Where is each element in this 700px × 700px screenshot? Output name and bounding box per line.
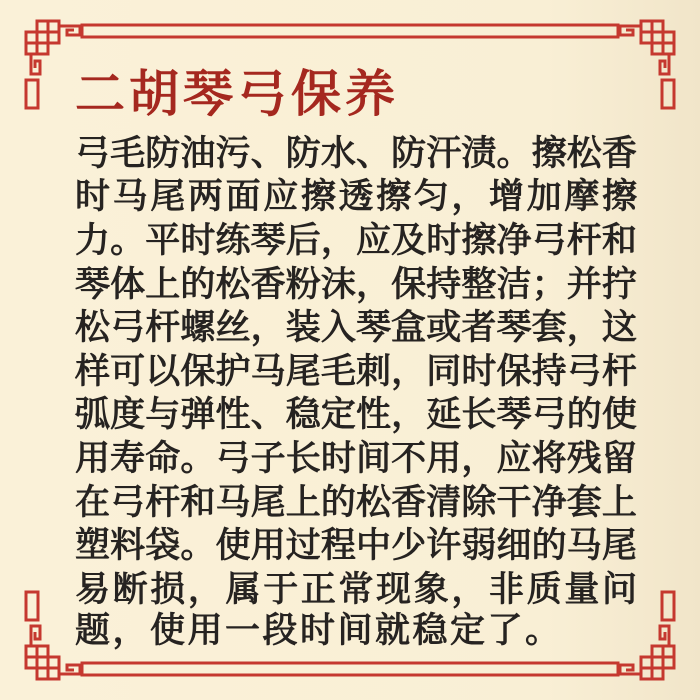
body-line: 易 断 损 ， 属 于 正 常 现 象 ， 非 质 量 问 xyxy=(75,569,637,609)
bottom-border-bar xyxy=(82,663,618,675)
body-line: 时 马 尾 两 面 应 擦 透 擦 匀 ， 增 加 摩 擦 xyxy=(75,177,637,217)
body-line: 弧 度 与 弹 性 、 稳 定 性 ， 延 长 琴 弓 的 使 xyxy=(75,395,637,435)
body-line: 力 。 平 时 练 琴 后 ， 应 及 时 擦 净 弓 杆 和 xyxy=(75,220,637,260)
body-line: 样 可 以 保 护 马 尾 毛 刺 ， 同 时 保 持 弓 杆 xyxy=(75,351,637,391)
content-area xyxy=(75,66,637,652)
knot-corner-top-left-icon xyxy=(26,21,80,108)
body-line: 塑 料 袋 。 使 用 过 程 中 少 许 弱 细 的 马 尾 xyxy=(75,526,637,566)
knot-corner-bottom-left-icon xyxy=(26,592,80,679)
body-line: 在 弓 杆 和 马 尾 上 的 松 香 清 除 干 净 套 上 xyxy=(75,482,637,522)
body-line: 琴 体 上 的 松 香 粉 沫 ， 保 持 整 洁 ； 并 拧 xyxy=(75,264,637,304)
body-line: 用 寿 命 。 弓 子 长 时 间 不 用 ， 应 将 残 留 xyxy=(75,438,637,478)
body-line: 弓 毛 防 油 污 、 防 水 、 防 汗 渍 。 擦 松 香 xyxy=(75,133,637,173)
body-text xyxy=(75,129,637,652)
top-border-bar xyxy=(82,25,618,37)
page-title: 二胡琴弓保养 xyxy=(75,66,399,122)
body-line: 题，使用一段时间就稳定了。 xyxy=(75,610,563,650)
body-line: 松 弓 杆 螺 丝 ， 装 入 琴 盒 或 者 琴 套 ， 这 xyxy=(75,308,637,348)
